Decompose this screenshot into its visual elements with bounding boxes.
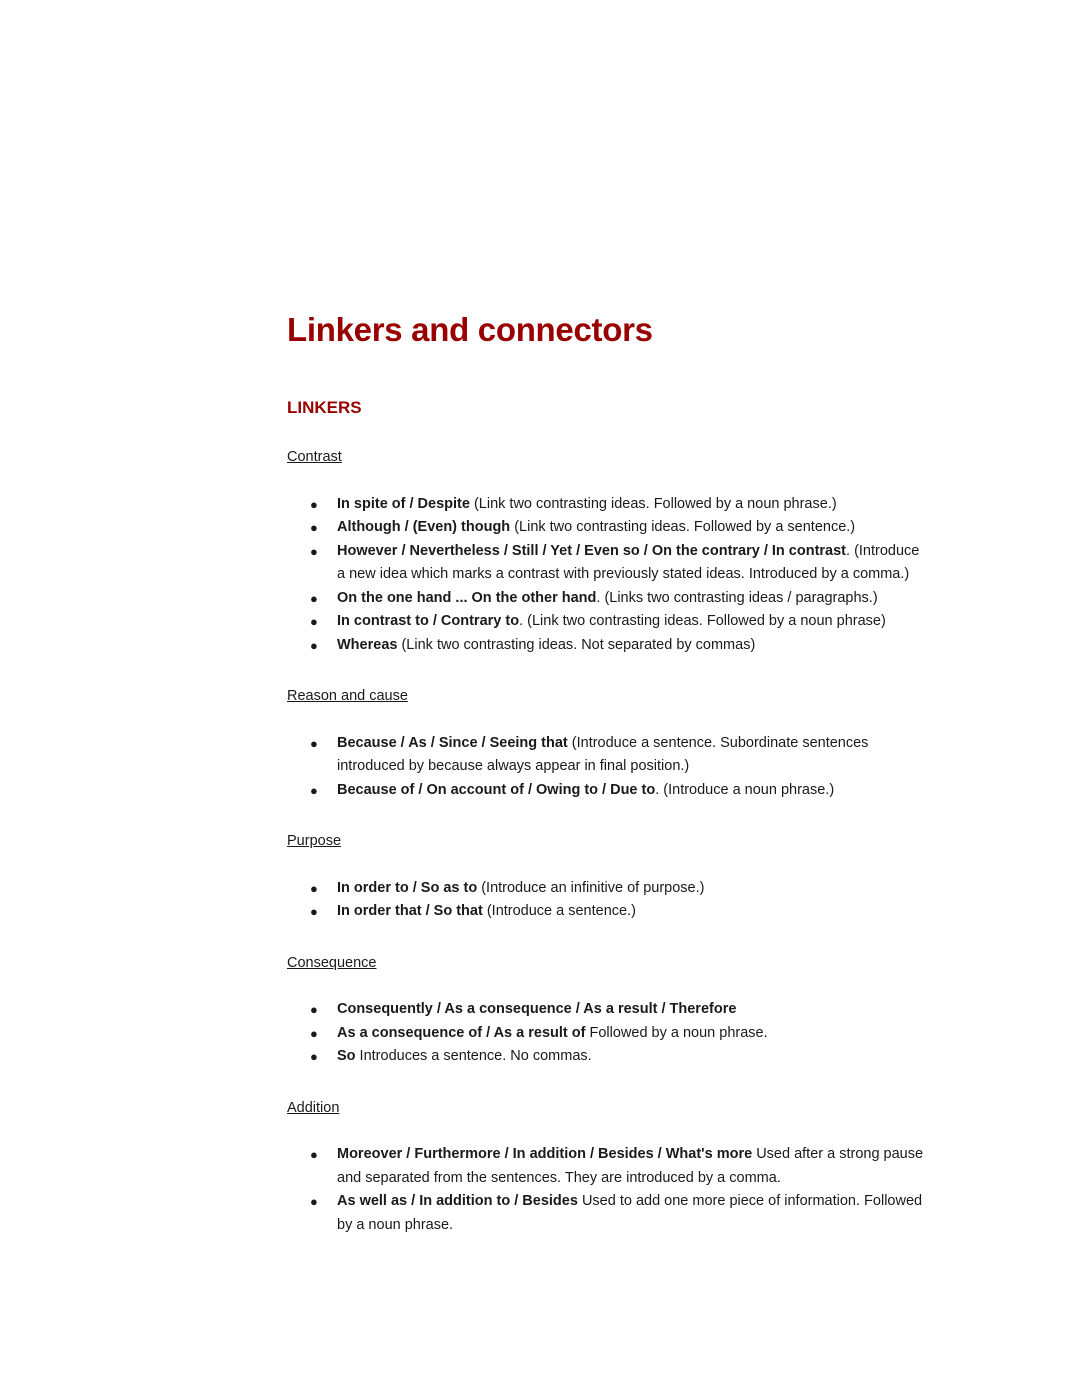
linker-description: . (Introduce a new idea which marks a contrast with previously stated ideas. Introduced by a comma.) bbox=[337, 542, 920, 582]
linker-term: On the one hand ... On the other hand bbox=[337, 589, 597, 606]
linker-list bbox=[287, 877, 927, 924]
linker-description: (Introduce a sentence.) bbox=[482, 903, 636, 919]
linker-term: Whereas bbox=[337, 636, 398, 653]
list-item bbox=[287, 998, 927, 1022]
bullet-icon: ● bbox=[310, 1002, 318, 1017]
list-item bbox=[287, 1143, 927, 1190]
subsection-title: Contrast bbox=[287, 449, 342, 465]
linker-description: Followed by a noun phrase. bbox=[585, 1024, 768, 1041]
linker-term: In contrast to / Contrary to bbox=[337, 613, 520, 629]
list-item bbox=[287, 900, 927, 924]
bullet-icon: ● bbox=[310, 496, 318, 512]
bullet-icon: ● bbox=[310, 904, 318, 919]
linker-term: In order to / So as to bbox=[337, 879, 478, 896]
list-item bbox=[287, 610, 927, 634]
subsections-container bbox=[287, 446, 927, 1237]
linker-term: Although / (Even) though bbox=[337, 519, 511, 535]
page-title: Linkers and connectors bbox=[287, 311, 653, 348]
linker-term: So bbox=[337, 1048, 356, 1064]
subsection-title: Reason and cause bbox=[287, 688, 408, 704]
subsection-addition bbox=[287, 1097, 927, 1238]
subsection-title: Addition bbox=[287, 1099, 340, 1116]
bullet-icon: ● bbox=[310, 1049, 318, 1064]
linker-term: Because of / On account of / Owing to / Due to bbox=[337, 781, 656, 798]
list-item bbox=[287, 1022, 927, 1046]
subsection-title: Consequence bbox=[287, 954, 377, 971]
linker-term: In spite of / Despite bbox=[337, 495, 470, 512]
bullet-icon: ● bbox=[310, 880, 318, 896]
linker-term: Consequently / As a consequence / As a result / Therefore bbox=[337, 1001, 737, 1017]
linker-list bbox=[287, 998, 927, 1069]
subsection-purpose bbox=[287, 830, 927, 924]
subsection-reason-and-cause bbox=[287, 685, 927, 802]
list-item bbox=[287, 493, 927, 517]
linker-term: As a consequence of / As a result of bbox=[337, 1024, 586, 1041]
linker-description: . (Links two contrasting ideas / paragraphs.) bbox=[596, 589, 878, 606]
linker-term: As well as / In addition to / Besides bbox=[337, 1193, 578, 1209]
subsection-contrast bbox=[287, 446, 927, 657]
document-page bbox=[287, 306, 927, 1237]
linker-list bbox=[287, 732, 927, 803]
bullet-icon: ● bbox=[310, 637, 318, 653]
linker-list bbox=[287, 1143, 927, 1237]
subsection-consequence bbox=[287, 952, 927, 1069]
bullet-icon: ● bbox=[310, 590, 318, 606]
list-item bbox=[287, 516, 927, 540]
linker-list bbox=[287, 493, 927, 658]
linker-description: (Introduce a sentence. Subordinate sentences introduced by because always appear in final position.) bbox=[337, 734, 869, 774]
linker-description: (Link two contrasting ideas. Followed by a noun phrase.) bbox=[469, 495, 837, 512]
bullet-icon: ● bbox=[310, 782, 318, 798]
bullet-icon: ● bbox=[310, 1194, 318, 1209]
linker-description: Used to add one more piece of information. Followed by a noun phrase. bbox=[337, 1193, 923, 1233]
list-item bbox=[287, 779, 927, 803]
linker-term: Moreover / Furthermore / In addition / Besides / What's more bbox=[337, 1146, 753, 1162]
linker-description: (Introduce an infinitive of purpose.) bbox=[477, 879, 705, 896]
list-item bbox=[287, 732, 927, 779]
linker-description: . (Link two contrasting ideas. Followed by a noun phrase) bbox=[519, 613, 886, 629]
linker-term: In order that / So that bbox=[337, 903, 483, 919]
bullet-icon: ● bbox=[310, 1025, 318, 1041]
section-heading-linkers: LINKERS bbox=[287, 398, 362, 417]
bullet-icon: ● bbox=[310, 1147, 318, 1162]
linker-description: Introduces a sentence. No commas. bbox=[355, 1048, 592, 1064]
linker-description: (Link two contrasting ideas. Followed by a sentence.) bbox=[510, 519, 856, 535]
list-item bbox=[287, 1190, 927, 1237]
list-item bbox=[287, 877, 927, 901]
list-item bbox=[287, 1045, 927, 1069]
linker-description: (Link two contrasting ideas. Not separated by commas) bbox=[397, 636, 756, 653]
linker-description: Used after a strong pause and separated from the sentences. They are introduced by a comma. bbox=[337, 1146, 924, 1186]
linker-description: . (Introduce a noun phrase.) bbox=[655, 781, 835, 798]
bullet-icon: ● bbox=[310, 543, 318, 559]
subsection-title: Purpose bbox=[287, 833, 342, 849]
list-item bbox=[287, 634, 927, 658]
list-item bbox=[287, 540, 927, 587]
bullet-icon: ● bbox=[310, 735, 318, 751]
linker-term: However / Nevertheless / Still / Yet / Even so / On the contrary / In contrast bbox=[337, 542, 847, 559]
bullet-icon: ● bbox=[310, 614, 318, 629]
bullet-icon: ● bbox=[310, 520, 318, 535]
linker-term: Because / As / Since / Seeing that bbox=[337, 734, 568, 751]
list-item bbox=[287, 587, 927, 611]
